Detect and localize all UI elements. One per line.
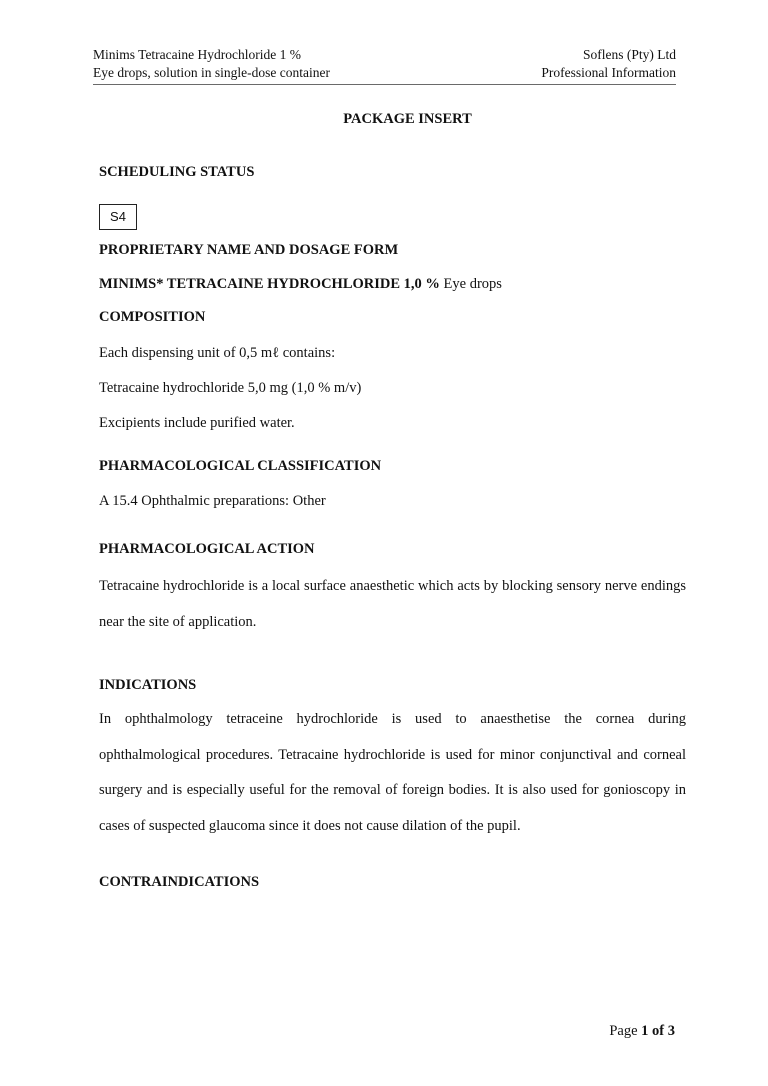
scheduling-status-box: S4 xyxy=(99,204,137,230)
composition-line: Tetracaine hydrochloride 5,0 mg (1,0 % m/v) xyxy=(99,380,362,396)
page-title: PACKAGE INSERT xyxy=(343,111,472,127)
action-heading: PHARMACOLOGICAL ACTION xyxy=(99,541,315,557)
page-of-word: of xyxy=(648,1023,668,1039)
indications-heading: INDICATIONS xyxy=(99,677,197,693)
indications-text: In ophthalmology tetraceine hydrochloride is used to anaesthetise the cornea during ophthalmological procedures. Tetracaine hydrochloride is used for minor conjunctival and corneal surgery and is especially useful for the removal of foreign bodies. It is also used for gonioscopy in cases of suspected glaucoma since it does not cause dilation of the pupil. xyxy=(99,711,686,834)
composition-line: Excipients include purified water. xyxy=(99,415,295,431)
proprietary-name-line xyxy=(99,275,502,293)
header-left xyxy=(93,46,330,82)
composition-line: Each dispensing unit of 0,5 mℓ contains: xyxy=(99,345,336,361)
page-word: Page xyxy=(609,1023,642,1039)
page-number: 1 xyxy=(641,1023,649,1039)
action-text: Tetracaine hydrochloride is a local surface anaesthetic which acts by blocking sensory nerve endings near the site of application. xyxy=(99,578,686,630)
product-form: Eye drops, solution in single-dose container xyxy=(93,65,330,80)
page-number-footer xyxy=(609,1023,675,1040)
contraindications-heading: CONTRAINDICATIONS xyxy=(99,874,260,890)
document-type: Professional Information xyxy=(541,65,676,80)
proprietary-name-bold: MINIMS* TETRACAINE HYDROCHLORIDE 1,0 % xyxy=(99,276,440,292)
header-right xyxy=(541,46,676,82)
proprietary-name-rest: Eye drops xyxy=(439,276,502,292)
composition-heading: COMPOSITION xyxy=(99,309,206,325)
page-header xyxy=(93,46,676,85)
scheduling-status-heading: SCHEDULING STATUS xyxy=(99,164,255,180)
proprietary-name-heading: PROPRIETARY NAME AND DOSAGE FORM xyxy=(99,242,399,258)
classification-heading: PHARMACOLOGICAL CLASSIFICATION xyxy=(99,458,382,474)
company-name: Soflens (Pty) Ltd xyxy=(583,47,676,62)
product-name: Minims Tetracaine Hydrochloride 1 % xyxy=(93,47,301,62)
page-total: 3 xyxy=(667,1023,675,1039)
classification-text: A 15.4 Ophthalmic preparations: Other xyxy=(99,493,326,509)
